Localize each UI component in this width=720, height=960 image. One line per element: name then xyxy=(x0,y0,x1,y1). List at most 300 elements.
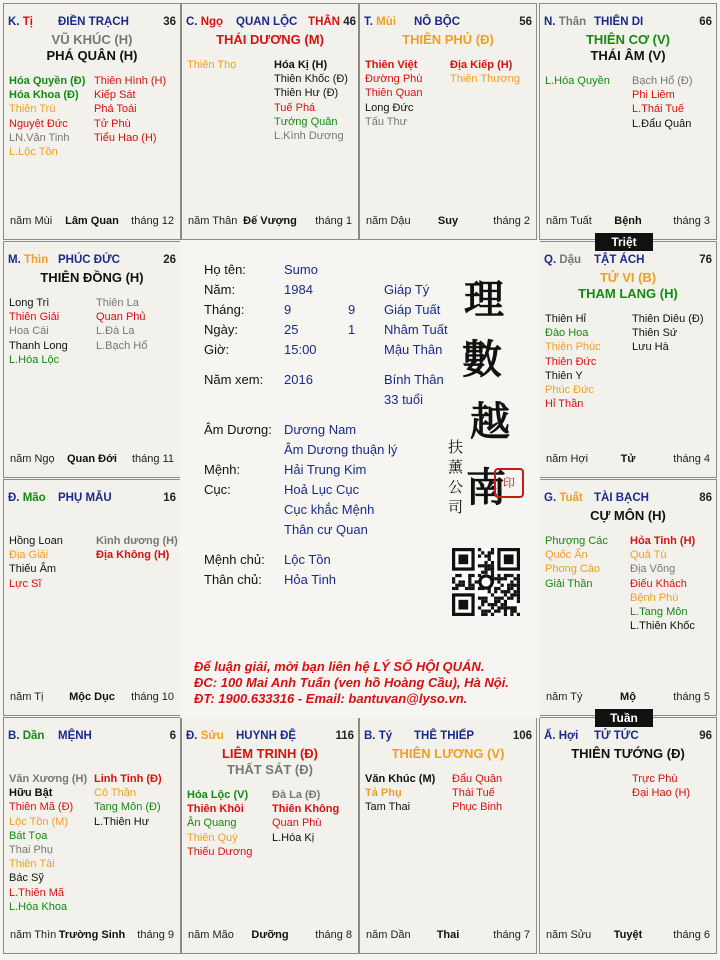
brand-char: 南 xyxy=(466,464,506,511)
major-star: THIÊN PHỦ (Đ) xyxy=(402,32,494,47)
minor-star: Thiên Sứ xyxy=(632,327,678,340)
minor-stars-left xyxy=(365,772,435,815)
minor-star: Phượng Các xyxy=(545,535,608,547)
major-star: THÁI DƯƠNG (M) xyxy=(216,32,324,47)
palace-footer xyxy=(546,691,710,705)
palace-age: 106 xyxy=(512,730,532,742)
minor-star: Thiên Y xyxy=(545,369,583,382)
footer-month: tháng 10 xyxy=(131,691,174,703)
seal-char: 司 xyxy=(448,498,464,516)
branch-label: Thân xyxy=(558,16,587,28)
minor-star: Tiểu Hao (H) xyxy=(94,131,157,144)
minor-star: Thanh Long xyxy=(9,339,68,352)
branch-label: Mão xyxy=(22,492,46,504)
minor-stars-right xyxy=(632,312,704,355)
footer-month: tháng 3 xyxy=(673,215,710,227)
major-stars xyxy=(540,32,716,64)
palace-dau xyxy=(539,241,717,478)
footer-stage: Quan Đới xyxy=(67,453,117,465)
info-label: Mệnh chủ: xyxy=(204,552,265,567)
branch-label: Tị xyxy=(22,16,33,28)
info-canchi: Giáp Tý xyxy=(384,282,430,297)
info-value: Thân cư Quan xyxy=(284,522,368,537)
major-stars xyxy=(540,746,716,762)
palace-name: TẬT ÁCH xyxy=(594,254,645,266)
minor-star: Nguyệt Đức xyxy=(9,117,68,130)
info-lunar-value: 1 xyxy=(348,322,356,337)
minor-star: Đại Hao (H) xyxy=(632,787,691,800)
palace-ty2 xyxy=(359,717,537,954)
minor-star: Quả Tú xyxy=(630,549,667,562)
minor-stars-left xyxy=(545,312,601,411)
palace-name: HUYNH ĐỆ xyxy=(236,730,297,742)
info-value: 25 xyxy=(284,322,299,337)
info-canchi: Giáp Tuất xyxy=(384,302,441,317)
minor-star: Thiên Trù xyxy=(9,103,56,116)
branch-label: Dần xyxy=(22,730,45,742)
info-label: Mệnh: xyxy=(204,462,241,477)
minor-star: Thiếu Âm xyxy=(9,563,57,576)
info-value: Hải Trung Kim xyxy=(284,462,367,477)
minor-star: Thiên Không xyxy=(272,803,340,816)
seal-char: 薰 xyxy=(448,458,464,476)
minor-star: Thiên Khôi xyxy=(187,803,244,816)
palace-name: THÊ THIẾP xyxy=(414,730,475,742)
minor-star: Hoa Cái xyxy=(9,325,49,338)
minor-star: Thiên Khốc (Đ) xyxy=(274,73,348,86)
minor-star: Thiên Quan xyxy=(365,87,423,100)
footer-month: tháng 12 xyxy=(131,215,174,227)
major-star: THÁI ÂM (V) xyxy=(590,48,666,63)
brand-char: 數 xyxy=(462,336,502,383)
minor-star: L.Thiên Khốc xyxy=(630,620,695,633)
footer-month: tháng 4 xyxy=(673,453,710,465)
major-star: THIÊN ĐỒNG (H) xyxy=(40,270,144,285)
minor-stars-right xyxy=(452,772,502,815)
footer-year: năm Mùi xyxy=(10,215,53,227)
info-value: Hỏa Tinh xyxy=(284,572,337,587)
footer-month: tháng 11 xyxy=(131,453,174,465)
branch-prefix: Đ. xyxy=(186,730,198,742)
info-label: Năm: xyxy=(204,282,236,297)
minor-star: Phục Binh xyxy=(452,801,503,814)
footer-stage: Thai xyxy=(436,929,460,941)
palace-age: 46 xyxy=(343,16,356,28)
footer-year: năm Mão xyxy=(188,929,234,941)
minor-star: Thiên Hình (H) xyxy=(94,75,167,87)
minor-star: Thái Tuế xyxy=(452,787,495,800)
footer-month: tháng 7 xyxy=(493,929,530,941)
minor-star: Địa Giải xyxy=(9,549,49,562)
info-value: 15:00 xyxy=(284,342,317,357)
minor-stars-right xyxy=(450,58,520,86)
minor-stars-right xyxy=(96,534,178,562)
info-label: Ngày: xyxy=(204,322,238,337)
minor-star: Địa Kiếp (H) xyxy=(450,59,513,71)
major-stars xyxy=(4,270,180,286)
minor-stars-left xyxy=(9,74,85,159)
branch-prefix: G. xyxy=(544,492,557,504)
major-star: LIÊM TRINH (Đ) xyxy=(221,746,319,761)
palace-mui xyxy=(359,3,537,240)
palace-age: 116 xyxy=(335,730,354,742)
minor-star: Tấu Thư xyxy=(365,115,408,128)
branch-label: Tý xyxy=(378,730,393,742)
minor-star: Kình dương (H) xyxy=(96,535,178,547)
footer-year: năm Dậu xyxy=(366,215,411,227)
palace-age: 76 xyxy=(699,254,712,266)
palace-hoi xyxy=(539,717,717,954)
minor-star: L.Thái Tuế xyxy=(632,103,684,116)
minor-star: Địa Võng xyxy=(630,563,676,576)
palace-name: TỬ TỨC xyxy=(594,730,639,742)
minor-star: Thiên Giải xyxy=(9,311,60,324)
branch-label: Tuất xyxy=(559,492,583,504)
footer-year: năm Sửu xyxy=(546,929,592,941)
footer-year: năm Hợi xyxy=(546,453,589,465)
major-star: THIÊN LƯƠNG (V) xyxy=(391,746,505,761)
minor-stars-left xyxy=(545,74,610,88)
footer-stage: Lâm Quan xyxy=(65,215,119,227)
minor-star: Địa Không (H) xyxy=(96,549,170,562)
footer-stage: Suy xyxy=(437,215,459,227)
minor-star: Hóa Kị (H) xyxy=(274,59,328,71)
branch-label: Hợi xyxy=(558,730,579,742)
triet-badge: Triệt xyxy=(595,233,653,251)
minor-stars-right xyxy=(94,772,162,829)
info-value: Hoả Lục Cục xyxy=(284,482,360,497)
minor-stars-left xyxy=(187,788,252,859)
minor-star: Văn Xương (H) xyxy=(9,773,88,785)
info-label: Tháng: xyxy=(204,302,245,317)
minor-star: Thiên Quý xyxy=(187,831,238,844)
palace-ngo xyxy=(181,3,359,240)
major-stars xyxy=(182,32,358,48)
major-stars xyxy=(360,32,536,48)
minor-star: Đào Hoa xyxy=(545,327,589,340)
minor-star: Quan Phủ xyxy=(96,311,146,324)
minor-star: Thiên Diêu (Đ) xyxy=(632,313,704,325)
palace-suu xyxy=(181,717,359,954)
minor-star: Thiên Đức xyxy=(545,355,597,368)
branch-prefix: C. xyxy=(186,16,198,28)
minor-star: Bệnh Phù xyxy=(630,591,679,604)
palace-tag-than: THÂN xyxy=(308,16,340,28)
minor-star: Hồng Loan xyxy=(9,535,63,547)
footer-month: tháng 5 xyxy=(673,691,710,703)
seal-char: 公 xyxy=(448,478,464,496)
palace-name: QUAN LỘC xyxy=(236,16,298,28)
branch-prefix: Đ. xyxy=(8,492,20,504)
contact-line-3: ĐT: 1900.633316 - Email: bantuvan@lyso.vn. xyxy=(194,691,468,706)
palace-footer xyxy=(366,929,530,943)
palace-tuat xyxy=(539,479,717,716)
palace-than xyxy=(539,3,717,240)
footer-stage: Mộ xyxy=(620,691,636,703)
footer-month: tháng 6 xyxy=(673,929,710,941)
center-info-panel xyxy=(180,240,540,718)
info-label: Giờ: xyxy=(204,342,230,357)
minor-star: Ân Quang xyxy=(187,817,237,830)
palace-footer xyxy=(10,929,174,943)
palace-age: 16 xyxy=(163,492,176,504)
minor-star: Lưu Hà xyxy=(632,341,669,354)
minor-star: L.Bạch Hổ xyxy=(96,339,148,352)
minor-star: Tam Thai xyxy=(365,801,411,814)
palace-name: THIÊN DI xyxy=(594,16,644,28)
minor-star: Tuế Phá xyxy=(274,101,316,114)
minor-star: Trực Phù xyxy=(632,773,678,785)
minor-stars-right xyxy=(632,74,693,131)
minor-star: L.Lộc Tồn xyxy=(9,146,58,159)
major-star: VŨ KHÚC (H) xyxy=(51,32,133,47)
minor-star: Tử Phù xyxy=(94,117,131,130)
minor-star: L.Đà La xyxy=(96,325,135,338)
minor-stars-right xyxy=(96,296,147,353)
minor-star: Thiên Hỉ xyxy=(545,313,586,325)
branch-prefix: Q. xyxy=(544,254,557,266)
info-value: Âm Dương thuận lý xyxy=(284,442,398,457)
palace-name: MỆNH xyxy=(58,730,92,742)
minor-star: Quan Phù xyxy=(272,817,322,830)
minor-star: Hỉ Thần xyxy=(545,398,584,411)
palace-thin xyxy=(3,241,181,478)
red-seal-stamp: 印 xyxy=(494,468,524,498)
major-stars xyxy=(182,746,358,778)
minor-stars-right xyxy=(274,58,348,143)
major-stars xyxy=(360,746,536,762)
footer-month: tháng 2 xyxy=(493,215,530,227)
branch-label: Thìn xyxy=(23,254,49,266)
minor-star: Tướng Quân xyxy=(274,115,338,128)
branch-label: Ngọ xyxy=(200,16,224,28)
minor-star: Thiên La xyxy=(96,297,139,309)
minor-star: Phúc Đức xyxy=(545,384,594,397)
minor-star: Hóa Lộc (V) xyxy=(187,789,249,801)
minor-star: Thiên Thọ xyxy=(187,59,237,71)
minor-star: Thiên Việt xyxy=(365,59,418,71)
minor-star: Quốc Ấn xyxy=(545,549,588,562)
minor-star: Thiên Hư (Đ) xyxy=(274,87,339,100)
minor-star: Thiếu Dương xyxy=(187,845,253,858)
minor-star: L.Hóa Khoa xyxy=(9,900,68,913)
minor-star: Đẩu Quân xyxy=(452,773,503,785)
info-value: Sumo xyxy=(284,262,318,277)
major-stars xyxy=(4,32,180,64)
brand-calligraphy xyxy=(448,268,530,528)
minor-stars-right xyxy=(272,788,339,845)
palace-age: 36 xyxy=(163,16,176,28)
minor-star: Thai Phụ xyxy=(9,844,54,857)
footer-stage: Trường Sinh xyxy=(58,929,126,941)
major-stars xyxy=(540,508,716,524)
palace-footer xyxy=(366,215,530,229)
minor-star: Tang Môn (Đ) xyxy=(94,801,161,814)
info-label: Cục: xyxy=(204,482,231,497)
minor-star: Bát Tọa xyxy=(9,829,48,842)
palace-name: PHÚC ĐỨC xyxy=(58,254,120,266)
minor-star: Bạch Hổ (Đ) xyxy=(632,75,693,87)
major-stars xyxy=(540,270,716,302)
minor-star: Linh Tinh (Đ) xyxy=(94,773,162,785)
info-canchi: Bính Thân xyxy=(384,372,444,387)
minor-star: Thiên Thương xyxy=(450,73,521,86)
minor-stars-right xyxy=(94,74,166,145)
footer-month: tháng 1 xyxy=(315,215,352,227)
contact-line-2: ĐC: 100 Mai Anh Tuấn (ven hồ Hoàng Cầu), Hà Nội. xyxy=(194,675,509,690)
minor-stars-left xyxy=(365,58,422,129)
footer-year: năm Ngọ xyxy=(10,453,55,465)
branch-prefix: Ấ. xyxy=(544,730,556,742)
minor-star: L.Thiên Hư xyxy=(94,815,150,828)
major-star: PHÁ QUÂN (H) xyxy=(46,48,138,63)
info-canchi: Nhâm Tuất xyxy=(384,322,448,337)
tuan-badge: Tuần xyxy=(595,709,653,727)
palace-name: NÔ BỘC xyxy=(414,16,460,28)
minor-star: Hóa Quyền (Đ) xyxy=(9,75,86,87)
palace-footer xyxy=(10,691,174,705)
minor-stars-left xyxy=(9,296,68,367)
brand-char: 越 xyxy=(470,398,510,445)
minor-star: L.Thiên Mã xyxy=(9,886,65,899)
contact-line-1: Để luận giải, mời bạn liên hệ LÝ SỐ HỘI QUÁN. xyxy=(194,659,485,674)
palace-footer xyxy=(546,453,710,467)
minor-star: Cô Thần xyxy=(94,787,136,800)
minor-stars-left xyxy=(9,534,63,591)
minor-star: Tả Phụ xyxy=(365,787,402,800)
palace-mao xyxy=(3,479,181,716)
minor-star: Hữu Bật xyxy=(9,787,53,800)
minor-stars-right xyxy=(630,534,695,633)
branch-label: Sửu xyxy=(200,730,224,742)
palace-name: ĐIỀN TRẠCH xyxy=(58,16,129,28)
minor-star: Thiên Phúc xyxy=(545,341,601,354)
brand-char: 理 xyxy=(464,276,504,323)
minor-star: Kiếp Sát xyxy=(94,89,136,102)
major-star: CỰ MÔN (H) xyxy=(590,508,666,523)
footer-stage: Tử xyxy=(620,453,636,465)
branch-prefix: T. xyxy=(364,16,373,28)
info-label: Thân chủ: xyxy=(204,572,262,587)
palace-footer xyxy=(546,215,710,229)
footer-year: năm Thân xyxy=(188,215,238,227)
palace-age: 86 xyxy=(699,492,712,504)
palace-name: TÀI BẠCH xyxy=(594,492,649,504)
branch-prefix: B. xyxy=(364,730,376,742)
minor-star: L.Kình Dương xyxy=(274,130,344,143)
info-value: 9 xyxy=(284,302,292,317)
major-star: TỬ VI (B) xyxy=(599,270,657,285)
minor-star: Văn Khúc (M) xyxy=(365,773,436,785)
minor-star: Phi Liêm xyxy=(632,89,675,102)
info-lunar-value: 9 xyxy=(348,302,356,317)
palace-footer xyxy=(546,929,710,943)
info-value: Lộc Tồn xyxy=(284,552,331,567)
info-label: Năm xem: xyxy=(204,372,264,387)
palace-footer xyxy=(188,929,352,943)
footer-month: tháng 8 xyxy=(315,929,352,941)
info-canchi: 33 tuổi xyxy=(384,392,424,407)
branch-prefix: M. xyxy=(8,254,21,266)
info-canchi: Mậu Thân xyxy=(384,342,443,357)
footer-stage: Dưỡng xyxy=(251,929,289,941)
minor-star: L.Đẩu Quân xyxy=(632,117,692,130)
minor-star: L.Hóa Lộc xyxy=(9,353,60,366)
footer-year: năm Tý xyxy=(546,691,583,703)
minor-star: Đường Phù xyxy=(365,73,423,86)
footer-year: năm Tị xyxy=(10,691,44,703)
branch-prefix: K. xyxy=(8,16,20,28)
palace-ty xyxy=(3,3,181,240)
palace-age: 96 xyxy=(699,730,712,742)
minor-star: Giải Thần xyxy=(545,577,593,590)
info-value: 1984 xyxy=(284,282,313,297)
major-star: THAM LANG (H) xyxy=(578,286,678,301)
minor-star: Hỏa Tinh (H) xyxy=(630,535,696,547)
palace-age: 6 xyxy=(169,730,176,742)
seal-char: 扶 xyxy=(448,438,464,456)
palace-footer xyxy=(10,215,174,229)
palace-age: 56 xyxy=(519,16,532,28)
branch-label: Dậu xyxy=(559,254,582,266)
info-label: Âm Dương: xyxy=(204,422,272,437)
minor-star: Đà La (Đ) xyxy=(272,789,321,801)
info-value: Dương Nam xyxy=(284,422,357,437)
major-star: THIÊN TƯỚNG (Đ) xyxy=(571,746,685,761)
minor-star: Thiên Mã (Đ) xyxy=(9,801,74,814)
palace-name: PHỤ MẪU xyxy=(58,492,112,504)
qr-code xyxy=(452,548,520,616)
footer-stage: Bệnh xyxy=(614,215,642,227)
footer-month: tháng 9 xyxy=(137,929,174,941)
minor-stars-left xyxy=(545,534,608,591)
palace-age: 66 xyxy=(699,16,712,28)
info-value: Cục khắc Mệnh xyxy=(284,502,375,517)
minor-star: Phá Toái xyxy=(94,103,137,116)
footer-stage: Đế Vượng xyxy=(243,215,297,227)
minor-star: Phong Cáo xyxy=(545,563,601,576)
palace-dan xyxy=(3,717,181,954)
minor-star: L.Hóa Quyền xyxy=(545,75,610,87)
footer-stage: Mộc Dục xyxy=(69,691,115,703)
minor-star: L.Hóa Kị xyxy=(272,831,315,844)
minor-stars-right xyxy=(632,772,690,800)
branch-prefix: B. xyxy=(8,730,20,742)
footer-stage: Tuyệt xyxy=(613,929,643,941)
minor-star: Thiên Tài xyxy=(9,858,55,871)
minor-star: LN.Văn Tinh xyxy=(9,131,70,144)
minor-stars-left xyxy=(187,58,236,72)
minor-star: L.Tang Môn xyxy=(630,606,688,619)
minor-star: Lực Sĩ xyxy=(9,577,42,590)
footer-year: năm Thìn xyxy=(10,929,57,941)
branch-label: Mùi xyxy=(376,16,396,28)
minor-star: Hóa Khoa (Đ) xyxy=(9,89,79,102)
minor-star: Bác Sỹ xyxy=(9,872,44,885)
info-value: 2016 xyxy=(284,372,313,387)
minor-stars-left xyxy=(9,772,87,914)
footer-year: năm Dần xyxy=(366,929,411,941)
minor-star: Long Trì xyxy=(9,297,50,309)
minor-star: Long Đức xyxy=(365,101,414,114)
branch-prefix: N. xyxy=(544,16,556,28)
footer-year: năm Tuất xyxy=(546,215,592,227)
info-label: Họ tên: xyxy=(204,262,246,277)
minor-star: Lộc Tồn (M) xyxy=(9,815,69,828)
palace-footer xyxy=(188,215,352,229)
minor-star: Điếu Khách xyxy=(630,577,687,590)
major-star: THẤT SÁT (Đ) xyxy=(227,762,313,777)
